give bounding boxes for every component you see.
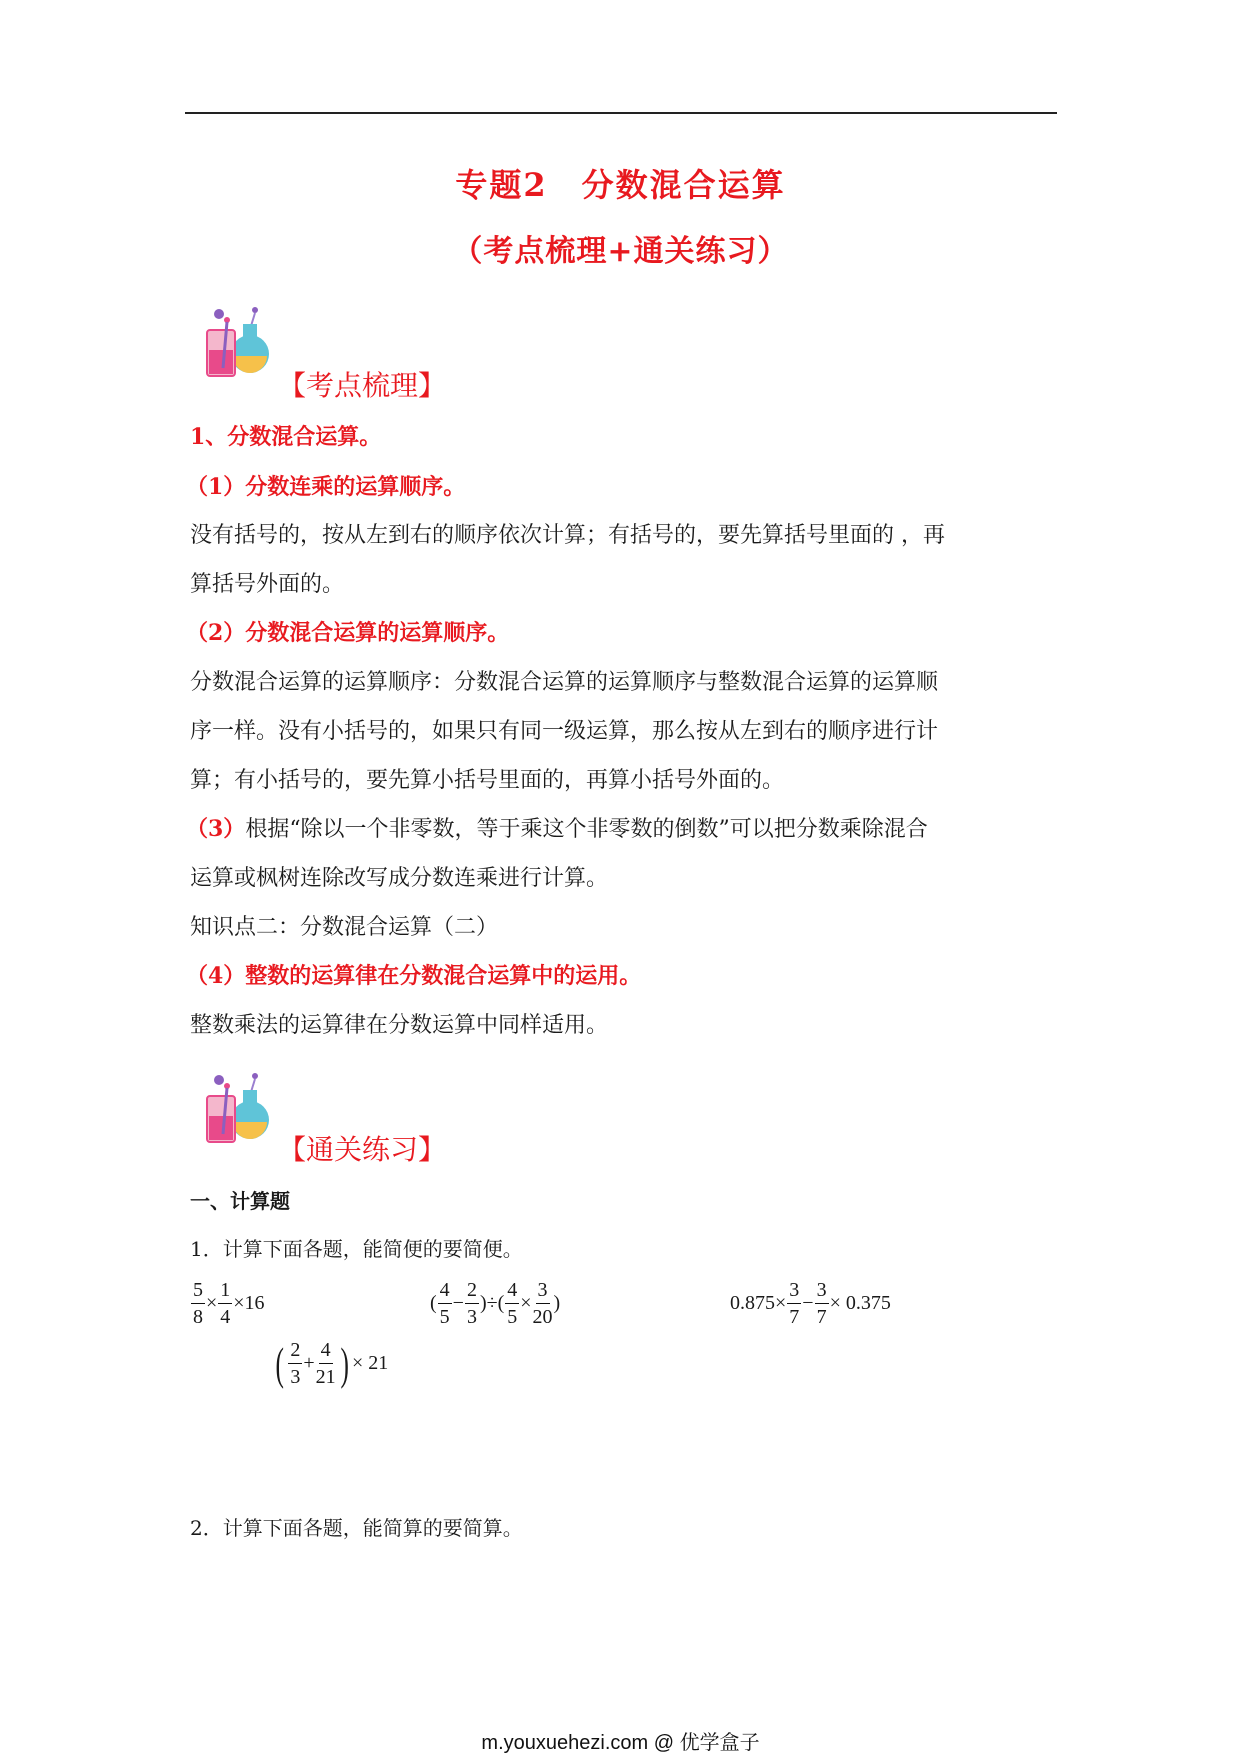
fraction: $\frac{3}{7}$ bbox=[816, 1279, 827, 1328]
page-subtitle: （考点梳理+通关练习） bbox=[452, 234, 789, 269]
header-rule bbox=[185, 112, 1057, 114]
fraction: $\frac{3}{20}$ bbox=[532, 1279, 553, 1328]
expression-4 bbox=[272, 1337, 389, 1389]
topic-heading: 1、分数混合运算。 bbox=[190, 424, 382, 450]
question-2: 2．计算下面各题，能简算的要简算。 bbox=[190, 1516, 523, 1540]
point-1-heading: （1）分数连乘的运算顺序。 bbox=[186, 474, 466, 500]
point-2-text-line1: 分数混合运算的运算顺序：分数混合运算的运算顺序与整数混合运算的运算顺 bbox=[190, 670, 939, 695]
point-4-heading: （4）整数的运算律在分数混合运算中的运用。 bbox=[186, 963, 642, 989]
part-heading: 一、计算题 bbox=[190, 1189, 290, 1213]
fraction: $\frac{3}{7}$ bbox=[789, 1279, 800, 1328]
operator: − bbox=[452, 1292, 464, 1314]
operand: ×16 bbox=[233, 1292, 265, 1314]
section-heading-practice: 【通关练习】 bbox=[278, 1133, 447, 1166]
expression-3 bbox=[730, 1280, 891, 1327]
paren: ( bbox=[275, 1337, 284, 1389]
point-2-text-line3: 算；有小括号的，要先算小括号里面的，再算小括号外面的。 bbox=[190, 768, 785, 793]
point-1-text-line2: 算括号外面的。 bbox=[190, 572, 345, 597]
point-1-text-line1: 没有括号的，按从左到右的顺序依次计算；有括号的，要先算括号里面的 ，再 bbox=[190, 523, 945, 548]
section-heading-review: 【考点梳理】 bbox=[278, 369, 447, 402]
fraction: $\frac{5}{8}$ bbox=[193, 1279, 203, 1328]
fraction: $\frac{4}{5}$ bbox=[439, 1279, 450, 1328]
operand: 0.875× bbox=[730, 1292, 787, 1314]
point-3-text-line2: 运算或枫树连除改写成分数连乘进行计算。 bbox=[190, 866, 609, 891]
expression-1 bbox=[190, 1280, 265, 1327]
expression-2 bbox=[430, 1280, 560, 1327]
operand: × 21 bbox=[351, 1352, 389, 1374]
footer-watermark: m.youxuehezi.com @ 优学盒子 bbox=[481, 1732, 760, 1754]
fraction: $\frac{1}{4}$ bbox=[220, 1279, 231, 1328]
operator: )÷( bbox=[479, 1292, 505, 1314]
point-3-text: 根据“除以一个非零数，等于乘这个非零数的倒数”可以把分数乘除混合 bbox=[245, 817, 928, 842]
chemistry-flask-icon bbox=[205, 1070, 269, 1150]
point-3-label: （3） bbox=[186, 816, 246, 842]
fraction: $\frac{2}{3}$ bbox=[290, 1339, 301, 1388]
point-4-text-line1: 整数乘法的运算律在分数运算中同样适用。 bbox=[190, 1013, 609, 1038]
fraction: $\frac{2}{3}$ bbox=[466, 1279, 477, 1328]
point-2-heading: （2）分数混合运算的运算顺序。 bbox=[186, 620, 510, 646]
chemistry-flask-icon bbox=[205, 304, 269, 384]
paren: ( bbox=[430, 1292, 437, 1314]
fraction: $\frac{4}{5}$ bbox=[507, 1279, 518, 1328]
operator: + bbox=[303, 1352, 315, 1374]
point-3-text-line1 bbox=[186, 812, 928, 843]
knowledge-point-2: 知识点二：分数混合运算（二） bbox=[190, 915, 499, 940]
question-1: 1．计算下面各题，能简便的要简便。 bbox=[190, 1237, 523, 1261]
operator: × bbox=[206, 1292, 218, 1314]
operand: × 0.375 bbox=[829, 1292, 891, 1314]
operator: × bbox=[520, 1292, 532, 1314]
operator: − bbox=[802, 1292, 814, 1314]
fraction: $\frac{4}{21}$ bbox=[315, 1339, 336, 1388]
page-title: 专题2 分数混合运算 bbox=[455, 166, 786, 204]
point-2-text-line2: 序一样。没有小括号的，如果只有同一级运算，那么按从左到右的顺序进行计 bbox=[190, 719, 939, 744]
paren: ) bbox=[553, 1292, 561, 1314]
paren: ) bbox=[340, 1337, 349, 1389]
